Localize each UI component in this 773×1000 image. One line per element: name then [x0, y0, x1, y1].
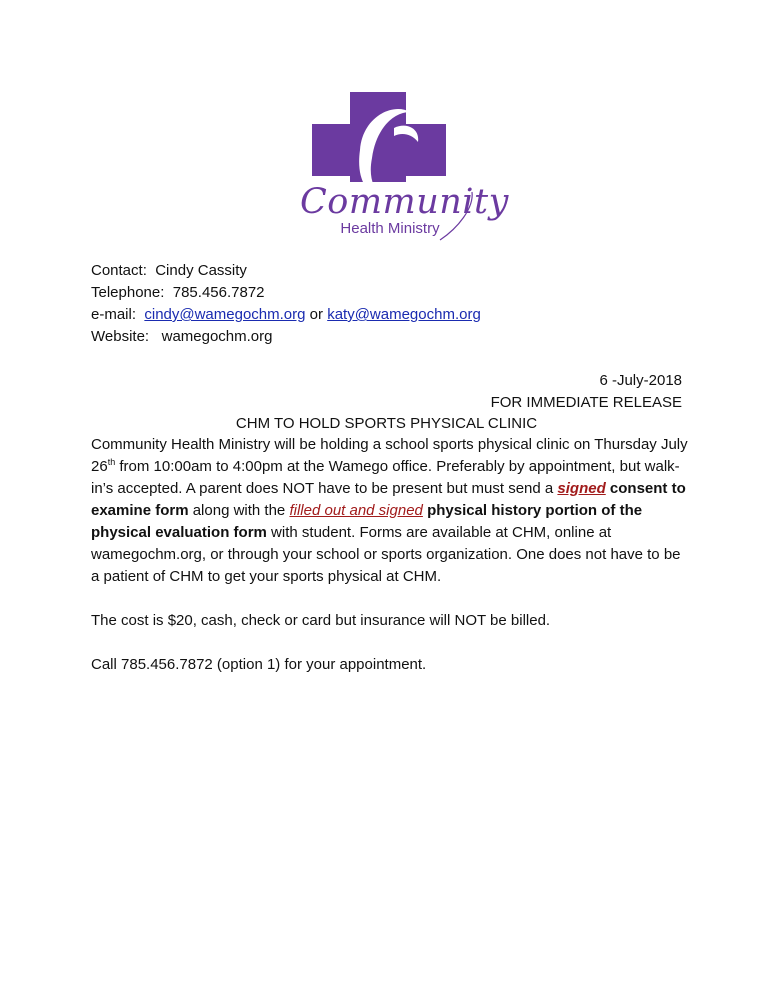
- email-row: [91, 304, 711, 326]
- press-headline: CHM TO HOLD SPORTS PHYSICAL CLINIC: [235, 415, 538, 432]
- contact-block: [91, 260, 711, 348]
- logo-subtitle: Health Ministry: [340, 220, 440, 237]
- paragraph-cost: The cost is $20, cash, check or card but insurance will NOT be billed.: [91, 612, 551, 629]
- paragraph-call: Call 785.456.7872 (option 1) for your appointment.: [91, 656, 427, 673]
- website-label: Website:: [91, 328, 150, 345]
- email-link-katy[interactable]: katy@wamegochm.org: [327, 306, 481, 323]
- text-span: from 10:00am to 4:00pm at the Wamego office. Preferably by appointment, but walk-in’s accepted. A parent does NOT have to be present but must send a: [91, 458, 680, 497]
- text-span: with student. Forms are available at CHM, online at wamegochm.org, or through your school or sports organization. One does not have to be a patient of CHM to get your sports physical at CHM.: [91, 524, 681, 585]
- community-health-ministry-logo: [290, 88, 509, 248]
- telephone-number: 785.456.7872: [172, 284, 265, 301]
- text-span: along with the: [188, 502, 290, 519]
- emphasis-filled-signed: filled out and signed: [289, 502, 423, 519]
- paragraph-clinic: [91, 434, 691, 588]
- contact-row: [91, 260, 711, 282]
- website-row: [91, 326, 711, 348]
- contact-name: Cindy Cassity: [155, 262, 247, 279]
- press-body: [91, 434, 691, 698]
- website-url: wamegochm.org: [161, 328, 273, 345]
- email-link-cindy[interactable]: cindy@wamegochm.org: [144, 306, 306, 323]
- ordinal-suffix: th: [107, 457, 116, 467]
- telephone-label: Telephone:: [91, 284, 165, 301]
- contact-label: Contact:: [91, 262, 147, 279]
- emphasis-signed: signed: [557, 480, 606, 497]
- logo-wordmark: Community: [300, 182, 509, 222]
- email-label: e-mail:: [91, 306, 137, 323]
- release-notice: FOR IMMEDIATE RELEASE: [490, 394, 682, 411]
- emphasis-consent-form: consent to examine form: [91, 480, 686, 519]
- text-span: Community Health Ministry will be holding a school sports physical clinic on Thursday July 26: [91, 436, 688, 475]
- release-date: 6 -July-2018: [599, 372, 682, 389]
- email-or: or: [309, 306, 324, 323]
- emphasis-history-form: physical history portion of the physical evaluation form: [91, 502, 643, 541]
- telephone-row: [91, 282, 711, 304]
